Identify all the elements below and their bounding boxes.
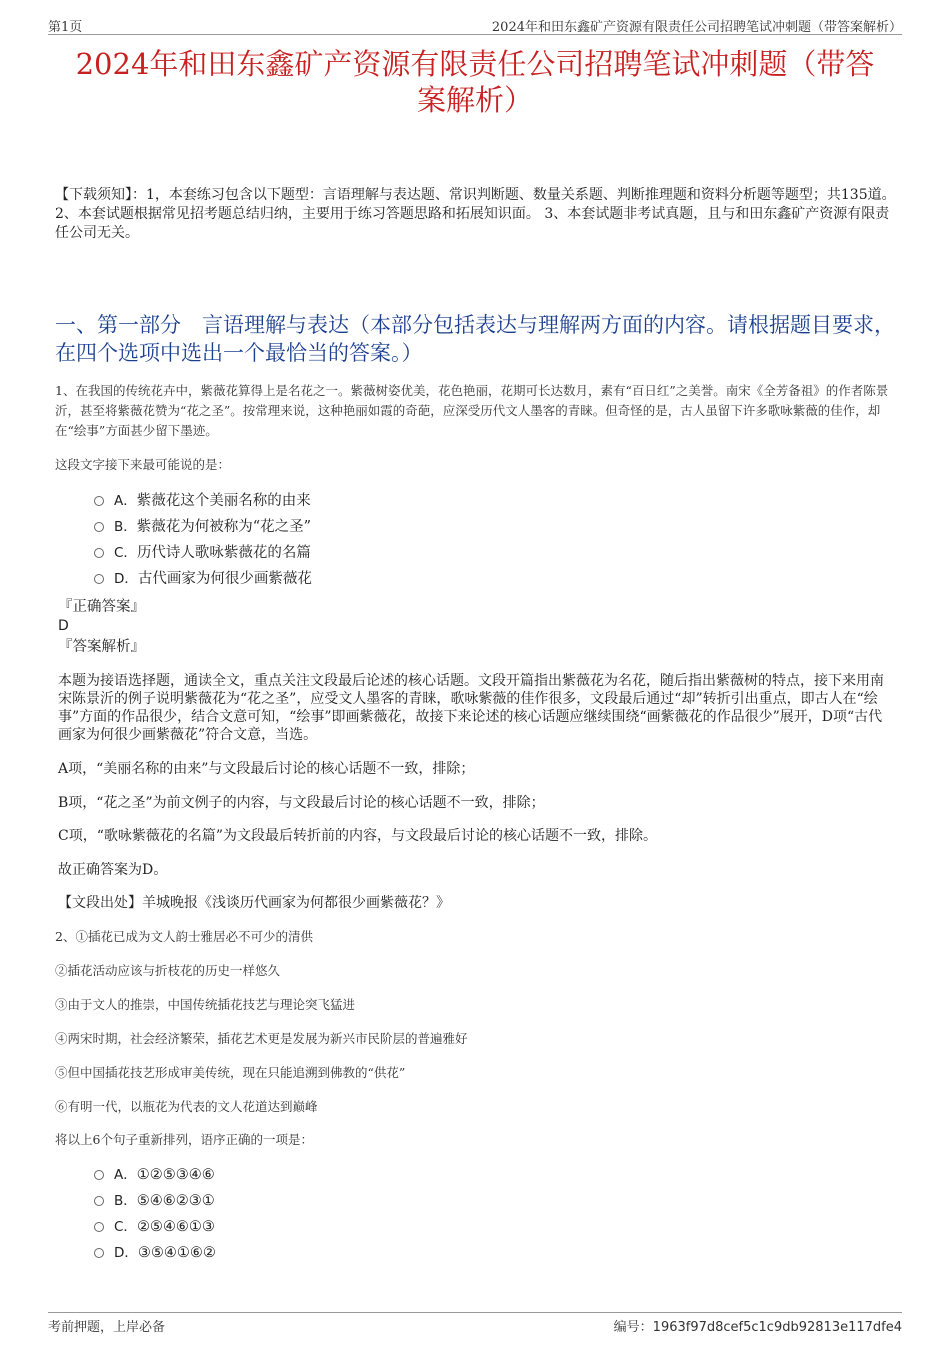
question-2-stem: 2、①插花已成为文人韵士雅居必不可少的清供: [55, 929, 313, 944]
question-2-options: [94, 1162, 216, 1266]
option-b[interactable]: B．⑤④⑥②③①: [94, 1188, 216, 1214]
sentence-4: ④两宋时期，社会经济繁荣，插花艺术更是发展为新兴市民阶层的普遍雅好: [55, 1031, 468, 1046]
passage-source: 【文段出处】羊城晚报《浅谈历代画家为何都很少画紫薇花？》: [58, 895, 450, 911]
option-a[interactable]: A．紫薇花这个美丽名称的由来: [94, 488, 312, 514]
page-footer: [48, 1312, 902, 1337]
question-2-prompt: 将以上6个句子重新排列，语序正确的一项是：: [55, 1132, 313, 1147]
document-title: [40, 46, 910, 118]
question-1-prompt: 这段文字接下来最可能说的是：: [55, 457, 231, 472]
radio-icon[interactable]: [94, 548, 104, 558]
radio-icon[interactable]: [94, 522, 104, 532]
analysis-option-b: B项，“花之圣”为前文例子的内容，与文段最后讨论的核心话题不一致，排除；: [58, 795, 545, 811]
header-doc-title: 2024年和田东鑫矿产资源有限责任公司招聘笔试冲刺题（带答案解析）: [491, 20, 902, 35]
radio-icon[interactable]: [94, 1248, 104, 1258]
question-1-options: [94, 488, 312, 592]
sentence-6: ⑥有明一代，以瓶花为代表的文人花道达到巅峰: [55, 1099, 318, 1114]
radio-icon[interactable]: [94, 1222, 104, 1232]
title-line-1: 2024年和田东鑫矿产资源有限责任公司招聘笔试冲刺题（带答: [75, 47, 875, 81]
option-c[interactable]: C．②⑤④⑥①③: [94, 1214, 216, 1240]
radio-icon[interactable]: [94, 496, 104, 506]
page-header: [48, 14, 902, 35]
sentence-2: ②插花活动应该与折枝花的历史一样悠久: [55, 963, 281, 978]
analysis-option-c: C项，“歌咏紫薇花的名篇”为文段最后转折前的内容，与文段最后讨论的核心话题不一致，排除。: [58, 828, 658, 844]
analysis-label: 『答案解析』: [58, 639, 145, 655]
answer-label: 『正确答案』: [58, 599, 145, 615]
option-c[interactable]: C．历代诗人歌咏紫薇花的名篇: [94, 540, 312, 566]
analysis-text: 本题为接语选择题，通读全文，重点关注文段最后论述的核心话题。文段开篇指出紫薇花为名花，随后指出紫薇树的特点，接下来用南宋陈景沂的例子说明紫薇花为“花之圣”，应受文人墨客的青睐，歌咏紫薇的佳作很多，文段最后通过“却”转折引出重点，即古人在“绘事”方面的作品很少，结合文意可知，“绘事”即画紫薇花，故接下来论述的核心话题应继续围绕“画紫薇花的作品很少”展开，D项“古代画家为何很少画紫薇花”符合文意，当选。: [58, 673, 884, 743]
sentence-3: ③由于文人的推崇，中国传统插花技艺与理论突飞猛进: [55, 997, 356, 1012]
title-line-2: 案解析）: [416, 83, 533, 117]
sentence-5: ⑤但中国插花技艺形成审美传统，现在只能追溯到佛教的“供花”: [55, 1065, 406, 1080]
question-1-stem: 1、在我国的传统花卉中，紫薇花算得上是名花之一。紫薇树姿优美，花色艳丽，花期可长达数月，素有“百日红”之美誉。南宋《全芳备祖》的作者陈景沂，甚至将紫薇花赞为“花之圣”。按常理来说，这种艳丽如霞的奇葩，应深受历代文人墨客的青睐。但奇怪的是，古人虽留下许多歌咏紫薇的佳作，却在“绘事”方面甚少留下墨迹。: [55, 383, 889, 438]
footer-serial: 编号：1963f97d8cef5c1c9db92813e117dfe4: [613, 1320, 902, 1335]
option-b[interactable]: B．紫薇花为何被称为“花之圣”: [94, 514, 312, 540]
radio-icon[interactable]: [94, 1170, 104, 1180]
page-number: 第1页: [48, 20, 83, 35]
footer-slogan: 考前押题，上岸必备: [48, 1320, 166, 1335]
radio-icon[interactable]: [94, 574, 104, 584]
option-d[interactable]: D．③⑤④①⑥②: [94, 1240, 216, 1266]
radio-icon[interactable]: [94, 1196, 104, 1206]
section-title: 一、第一部分 言语理解与表达（本部分包括表达与理解两方面的内容。请根据题目要求，在四个选项中选出一个最恰当的答案。）: [55, 313, 895, 365]
analysis-conclusion: 故正确答案为D。: [58, 862, 168, 878]
answer-value: D: [58, 618, 69, 634]
option-a[interactable]: A．①②⑤③④⑥: [94, 1162, 216, 1188]
analysis-option-a: A项，“美丽名称的由来”与文段最后讨论的核心话题不一致，排除；: [58, 761, 475, 777]
option-d[interactable]: D．古代画家为何很少画紫薇花: [94, 566, 312, 592]
download-notice: 【下载须知】：1，本套练习包含以下题型：言语理解与表达题、常识判断题、数量关系题、判断推理题和资料分析题等题型；共135道。 2、本套试题根据常见招考题总结归纳，主要用于练习答题思路和拓展知识面。 3、本套试题非考试真题，且与和田东鑫矿产资源有限责任公司无关。: [55, 187, 896, 241]
